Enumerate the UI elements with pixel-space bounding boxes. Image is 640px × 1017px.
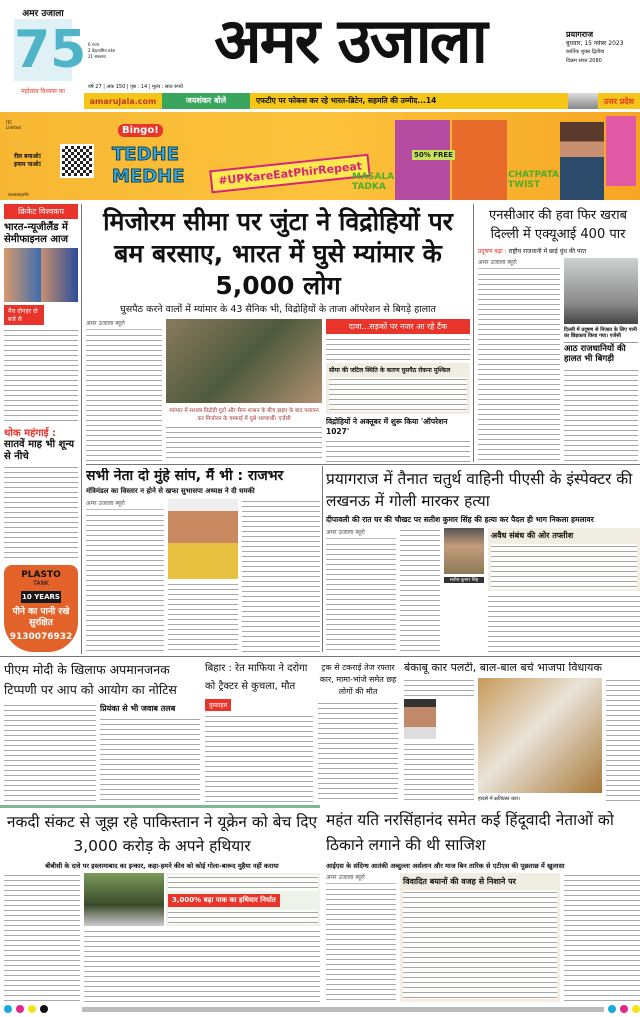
black-dot — [40, 1005, 48, 1013]
rajbhar-headline: सभी नेता दो मुंहे सांप, मैं भी : राजभर — [86, 468, 284, 484]
ad-hashtag: #UPKareEatPhirRepeat — [209, 154, 371, 194]
ncr-subhead — [478, 247, 638, 255]
bihar-body — [205, 714, 313, 802]
column-divider — [473, 204, 474, 462]
pakistan-headline: नकदी संकट से जूझ रहे पाकिस्तान ने यूक्रेन को बेच दिए 3,000 करोड़ के अपने हथियार — [6, 813, 318, 855]
car-col-2 — [478, 678, 602, 802]
cyan-dot — [4, 1005, 12, 1013]
lead-subhead: घुसपैठ करने वालों में म्यांमार के 43 सैनिक भी, विद्रोहियों के ताजा ऑपरेशन से बिगड़े हालात — [120, 304, 436, 315]
rajbhar-col-1 — [86, 499, 164, 652]
mahant-box — [400, 873, 560, 1002]
edition: 6 राज्य — [88, 42, 100, 47]
car-body-2 — [606, 678, 640, 802]
ncr-col-1 — [478, 258, 560, 462]
hindu-date: कार्तिक शुक्ल द्वितीया — [566, 49, 605, 55]
plasto-ad[interactable] — [4, 565, 78, 652]
mahant-body-1 — [326, 887, 396, 1002]
pakistan-story — [4, 810, 320, 1002]
edition: 21 संस्करण — [88, 54, 107, 59]
lead-box-tag: दावा...सड़कों पर नजर आ रहे टैंक — [326, 319, 470, 334]
pac-headline: प्रयागराज में तैनात चतुर्थ वाहिनी पीएसी के इंस्पेक्टर की लखनऊ में गोली मारकर हत्या — [326, 470, 633, 510]
lead-byline: अमर उजाला ब्यूरो — [86, 319, 162, 330]
rajbhar-columns — [86, 499, 320, 652]
pac-body-1 — [326, 542, 396, 652]
samvat: विक्रम संवत 2080 — [566, 58, 602, 64]
pakistan-col-2 — [84, 873, 320, 1002]
lead-box-body — [326, 337, 470, 360]
ncr-byline: अमर उजाला ब्यूरो — [478, 258, 560, 269]
mahant-box-body — [403, 890, 557, 999]
ad-flavor-1: MASALA TADKA — [352, 172, 395, 192]
pakistan-box — [166, 873, 320, 926]
car-photo — [478, 678, 602, 793]
pac-subhead: दीपावली की रात घर की चौखट पर सतीश कुमार सिंह की हत्या कर पैदल ही भाग निकला हमलावर — [326, 515, 594, 524]
modi-columns — [4, 703, 200, 802]
car-col-1 — [404, 678, 474, 802]
truck-body — [318, 701, 398, 802]
plasto-years: 10 YEARS — [22, 593, 60, 601]
inflation-title: सातवें माह भी शून्य से नीचे — [4, 439, 75, 462]
inflation-headline — [4, 428, 78, 463]
date: बुधवार, 15 नवंबर 2023 — [566, 40, 624, 47]
edition: 2 केंद्रशासित प्रदेश — [88, 48, 116, 53]
cricket-tag: क्रिकेट विश्वकप — [4, 204, 78, 219]
mahant-box-title: विवादित बयानों की वजह से निशाने पर — [403, 877, 516, 886]
qr-text: रील बनाओ! इनाम पाओ! — [14, 153, 42, 168]
green-rule — [0, 805, 320, 808]
pac-box-title: अवैध संबंध की ओर तफ्तीश — [491, 531, 574, 540]
cricket-headline: भारत-न्यूजीलैंड में सेमीफाइनल आज — [4, 222, 68, 245]
anniversary-logo — [14, 6, 87, 106]
bihar-story — [205, 660, 313, 802]
jaishankar-photo — [568, 93, 598, 109]
column-divider — [81, 204, 82, 654]
lead-col-2 — [166, 319, 322, 462]
lead-box2 — [326, 363, 470, 415]
ad-pack-2 — [452, 120, 507, 200]
rajbhar-body-3 — [242, 499, 320, 652]
left-column — [4, 204, 78, 652]
truck-headline: ट्रक से टकराई तेज रफ्तार कार, मामा-भांजे समेत छह लोगों की मौत — [319, 663, 397, 696]
pakistan-box-body-2 — [168, 910, 318, 924]
lead-columns — [86, 319, 470, 462]
inflation-kicker: थोक महंगाई : — [4, 427, 57, 439]
car-body-3 — [404, 742, 474, 802]
rajbhar-photo — [168, 499, 238, 579]
pakistan-body-1 — [4, 873, 80, 1002]
yellow-dot — [632, 1005, 640, 1013]
lead-box2-body — [329, 377, 467, 412]
pakistan-body-2 — [84, 929, 320, 1002]
print-registration-marks — [4, 1004, 640, 1014]
advertisement-banner[interactable] — [0, 112, 640, 200]
capitals-body — [564, 368, 638, 462]
ad-flavor-2: CHATPATA TWIST — [508, 170, 559, 190]
bihar-headline: बिहार : रेत माफिया ने दरोगा को ट्रैक्टर से कुचला, मौत — [205, 663, 308, 692]
mahant-body-2 — [564, 873, 640, 1002]
pac-col-3 — [444, 528, 484, 652]
section-divider — [0, 656, 640, 657]
cyan-dot — [608, 1005, 616, 1013]
lead-photo-refugees — [166, 319, 322, 403]
ncr-kicker: प्रदूषण बढ़ा : — [478, 248, 507, 255]
ad-product: TEDHE MEDHE — [112, 144, 185, 187]
smog-photo-caption: दिल्ली में प्रदूषण से निजात के लिए पानी का छिड़काव किया गया। एजेंसी — [564, 327, 637, 339]
ad-model — [560, 122, 604, 200]
pac-victim-photo — [444, 528, 484, 574]
rajbhar-body-1 — [86, 513, 164, 652]
pac-box-body — [491, 544, 637, 589]
modi-story — [4, 660, 200, 802]
ad-offer: 50% FREE — [414, 151, 453, 159]
priyanka-box — [100, 703, 200, 802]
lead-story — [86, 206, 470, 462]
topbar-tag: जयशंकर बोले — [162, 93, 250, 109]
ncr-story — [478, 206, 638, 462]
modi-body-1 — [4, 703, 96, 802]
yellow-dot — [28, 1005, 36, 1013]
ad-pack-3 — [606, 116, 636, 186]
cricket-photo — [4, 248, 78, 302]
pakistan-subhead: बीबीसी के दावे पर इस्लामाबाद का इन्कार, कहा-हमने कीव को कोई गोला-बारूद मुहैया नहीं कराया — [45, 862, 279, 870]
pac-box — [488, 528, 640, 591]
column-divider — [322, 466, 323, 652]
pac-body-2 — [400, 528, 440, 652]
modi-headline: पीएम मोदी के खिलाफ अपमानजनक टिप्पणी पर आप को आयोग का नोटिस — [4, 662, 177, 697]
bihar-tag: दुस्साहस — [205, 699, 231, 711]
plasto-text: पीने का पानी रखे सुरक्षित — [12, 607, 70, 628]
car-headline: बेकाबू कार पलटी, बाल-बाल बचे भाजपा विधायक — [404, 662, 602, 674]
logo-small: अमर उजाला — [22, 9, 64, 19]
newspaper-title: अमर उजाला — [214, 4, 486, 77]
car-columns — [404, 678, 640, 802]
priyanka-headline: प्रियंका से भी जवाब तलब — [100, 704, 176, 713]
gray-bar — [82, 1007, 604, 1012]
pac-story — [326, 468, 640, 652]
pakistan-box-body — [168, 875, 318, 891]
car-body — [404, 678, 474, 696]
pac-byline: अमर उजाला ब्यूरो — [326, 528, 396, 539]
car-story — [404, 662, 640, 802]
ad-footer: एडवरटाइज़मेंट — [8, 192, 29, 197]
inflation-body-text — [4, 465, 78, 562]
itc-logo: ITC Limited — [6, 120, 21, 130]
ncr-body — [478, 272, 560, 462]
rajbhar-col-2 — [168, 499, 238, 652]
city: प्रयागराज — [566, 30, 594, 39]
qr-code — [60, 144, 94, 178]
magenta-dot — [620, 1005, 628, 1013]
issue-info: वर्ष 27 | अंक 150 | पृष्ठ : 14 | मूल्य : सात रुपये — [88, 84, 183, 90]
plasto-brand: PLASTO — [21, 570, 61, 580]
ncr-sub: राष्ट्रीय राजधानी में छाई धुंध की परत — [508, 248, 587, 255]
plasto-tank: TANK — [33, 580, 49, 587]
pac-columns — [326, 528, 640, 652]
anniversary-number: 75 — [14, 20, 87, 80]
website-link[interactable]: amarujala.com — [89, 96, 157, 106]
smog-photo — [564, 258, 638, 324]
lead-box2-title: सीमा की जटिल स्थिति के कारण घुसपैठ रोकना मुश्किल — [329, 366, 451, 374]
pac-col-4 — [488, 528, 640, 652]
lead-headline: मिजोरम सीमा पर जुंटा ने विद्रोहियों पर बम बरसाए, भारत में घुसे म्यांमार के 5,000 लोग — [103, 207, 453, 300]
lead-box3-title: विद्रोहियों ने अक्तूबर में शुरू किया 'ऑपरेशन 1027' — [326, 417, 448, 437]
mahant-story — [326, 808, 640, 1002]
lead-photo-caption: म्यांमार में सशस्त्र विद्रोही गुटों और सैन्य शासन के बीच झड़प के बाद पलायन कर मिजोरम के चम्फाई में घुसे शरणार्थी। एजेंसी — [169, 407, 319, 422]
top-bar — [84, 93, 640, 109]
match-time-badge: मैच दोपहर दो बजे से — [4, 305, 44, 325]
mla-photo — [404, 699, 436, 739]
section-divider — [86, 464, 640, 465]
pac-body-3 — [488, 594, 640, 653]
ncr-col-2 — [564, 258, 638, 462]
anniversary-tagline: महोत्सव विश्वास का — [21, 88, 65, 95]
pakistan-box-title: 3,000% बढ़ा पाक का हथियार निर्यात — [168, 894, 280, 907]
editions-list — [88, 42, 140, 60]
mahant-columns — [326, 873, 640, 1002]
region-label: उत्तर प्रदेश — [603, 96, 634, 106]
ncr-headline: एनसीआर की हवा फिर खराब दिल्ली में एक्यूआई 400 पार — [489, 208, 627, 242]
lead-body-col1 — [86, 333, 162, 462]
ad-brand: Bingo! — [118, 124, 163, 137]
rajbhar-body-2 — [168, 582, 238, 652]
dateline — [566, 30, 638, 66]
truck-story — [318, 662, 398, 802]
mahant-headline: महंत यति नरसिंहानंद समेत कई हिंदूवादी नेताओं को ठिकाने लगाने की थी साजिश — [326, 811, 614, 854]
magenta-dot — [16, 1005, 24, 1013]
ad-pack-1 — [395, 120, 450, 200]
lead-col-3 — [326, 319, 470, 462]
rajbhar-byline: अमर उजाला ब्यूरो — [86, 499, 164, 510]
pakistan-feature — [84, 873, 320, 926]
cricket-body-text — [4, 328, 78, 425]
weapons-photo — [84, 873, 164, 926]
topbar-headline: एफटीए पर फोकस कर रहे भारत-ब्रिटेन, सहमति की उम्मीद...14 — [256, 96, 437, 105]
mahant-byline: अमर उजाला ब्यूरो — [326, 873, 396, 884]
rajbhar-subhead: मंत्रिमंडल का विस्तार न होने से खफा सुभासपा अध्यक्ष ने दी धमकी — [86, 487, 255, 496]
pakistan-columns — [4, 873, 320, 1002]
mahant-col-1 — [326, 873, 396, 1002]
lead-body-col2 — [166, 425, 322, 462]
car-photo-caption: हादसे में क्षतिग्रस्त कार। — [478, 796, 521, 802]
pac-col-1 — [326, 528, 396, 652]
capitals-headline: आठ राजधानियों की हालत भी बिगड़ी — [564, 342, 638, 365]
rajbhar-story — [86, 468, 320, 652]
lead-box3-body — [326, 439, 470, 462]
plasto-phone: 9130076932 — [9, 632, 73, 642]
ncr-columns — [478, 258, 638, 462]
pac-photo-caption: सतीश कुमार सिंह — [444, 577, 484, 583]
lead-col-1 — [86, 319, 162, 462]
mahant-subhead: आईएस के संदिग्ध आतंकी अब्दुल्ला अर्सलान और माज बिन तारिक से एटीएस की पूछताछ में खुलासा — [326, 862, 565, 870]
priyanka-body — [100, 717, 200, 802]
